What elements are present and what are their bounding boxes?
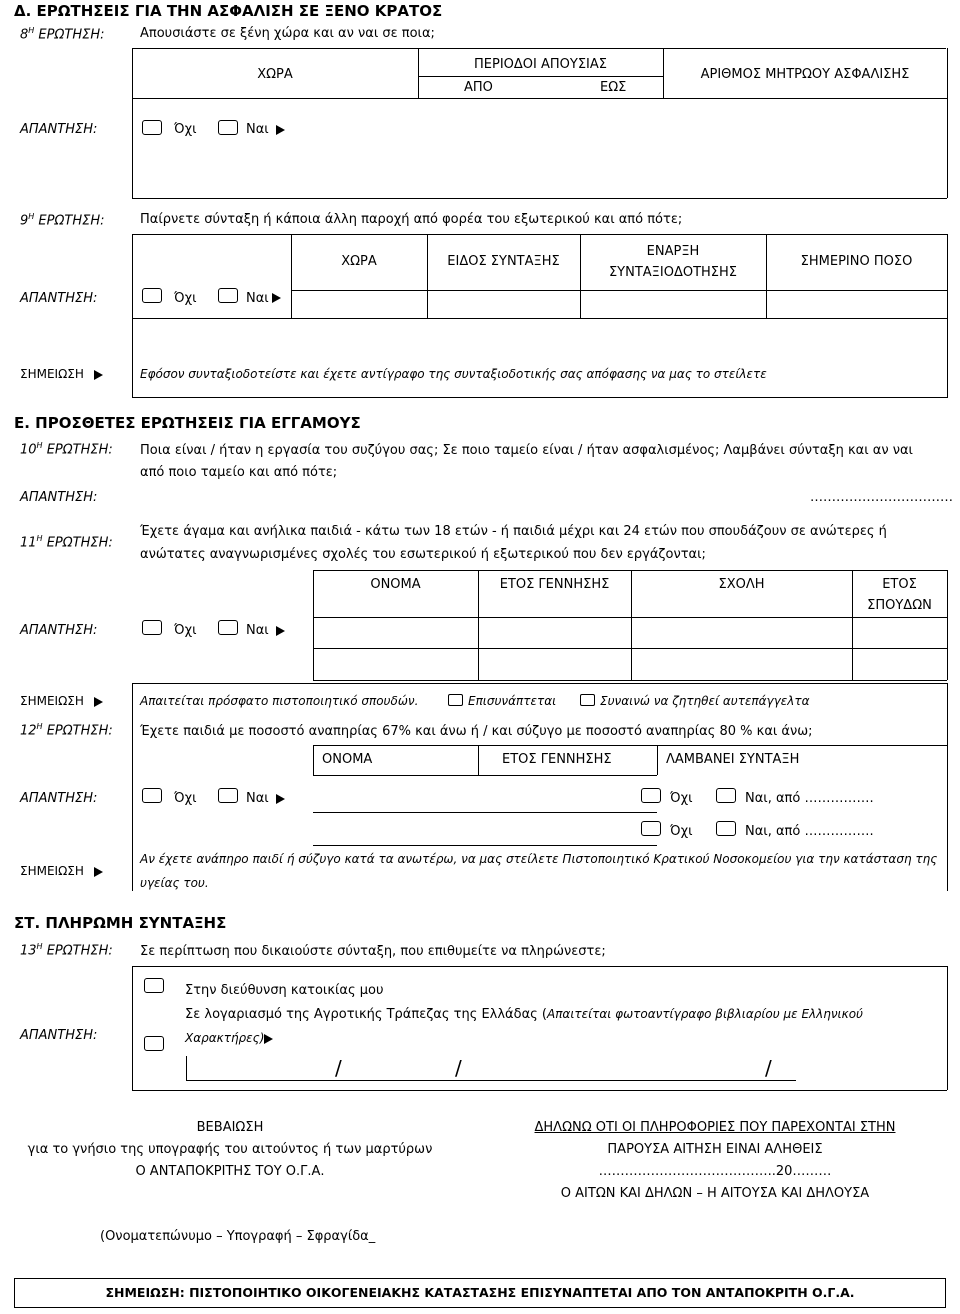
q12-row2-yes-checkbox[interactable] xyxy=(716,821,736,836)
q12-header-name: ΟΝΟΜΑ xyxy=(322,752,373,767)
q12-row2-yes-label: Ναι, από ……………. xyxy=(745,824,874,839)
q12-row2-no-label: Όχι xyxy=(670,824,693,839)
q9-yes-checkbox[interactable] xyxy=(218,288,238,303)
bank-checkbox[interactable] xyxy=(144,1036,164,1051)
section-d-title: Δ. ΕΡΩΤΗΣΕΙΣ ΓΙΑ ΤΗΝ ΑΣΦΑΛΙΣΗ ΣΕ ΞΕΝΟ ΚΡΑΤΟΣ xyxy=(14,2,443,20)
arrow-right-icon xyxy=(276,626,285,636)
q11-label: $11^H$ ΕΡΩΤΗΣΗ: xyxy=(20,534,113,551)
q9-text: Παίρνετε σύνταξη ή κάποια άλλη παροχή από φορέα του εξωτερικού και από πότε; xyxy=(140,212,683,227)
footer-left-title: ΒΕΒΑΙΩΣΗ xyxy=(196,1120,264,1135)
footer-left-text: για το γνήσιο της υπογραφής του αιτούντος ή των μαρτύρων xyxy=(27,1142,433,1157)
q10-text-1: Ποια είναι / ήταν η εργασία του συζύγου σας; Σε ποιο ταμείο είναι / ήταν ασφαλισμένος; Λαμβάνει σύνταξη και αν ναι xyxy=(140,443,913,458)
q10-answer-label: ΑΠΑΝΤΗΣΗ: xyxy=(20,490,98,505)
q8-no-checkbox[interactable] xyxy=(142,120,162,135)
q13-answer-label: ΑΠΑΝΤΗΣΗ: xyxy=(20,1028,98,1043)
q11-header-year2: ΣΠΟΥΔΩΝ xyxy=(867,598,932,613)
q9-header-country: ΧΩΡΑ xyxy=(341,254,377,269)
section-e-title: Ε. ΠΡΟΣΘΕΤΕΣ ΕΡΩΤΗΣΕΙΣ ΓΙΑ ΕΓΓΑΜΟΥΣ xyxy=(14,414,361,432)
q10-text-2: από ποιο ταμείο και από πότε; xyxy=(140,465,338,480)
q12-note-label: ΣΗΜΕΙΩΣΗ xyxy=(20,864,84,878)
footer-right-signer: Ο ΑΙΤΩΝ ΚΑΙ ΔΗΛΩΝ – Η ΑΙΤΟΥΣΑ ΚΑΙ ΔΗΛΟΥΣΑ xyxy=(560,1186,870,1201)
q11-text-1: Έχετε άγαμα και ανήλικα παιδιά - κάτω των 18 ετών - ή παιδιά μέχρι και 24 ετών που σπουδάζουν σε ανώτερες ή xyxy=(140,524,887,539)
attached-label: Επισυνάπτεται xyxy=(468,694,557,708)
q9-header-start1: ΕΝΑΡΞΗ xyxy=(646,244,700,259)
q12-row1-yes-checkbox[interactable] xyxy=(716,788,736,803)
bank-label: Σε λογαριασμό της Αγροτικής Τράπεζας της Ελλάδας (Απαιτείται φωτοαντίγραφο βιβλιαρίου με Ελληνικού xyxy=(185,1007,863,1022)
q8-header-periods: ΠΕΡΙΟΔΟΙ ΑΠΟΥΣΙΑΣ xyxy=(474,57,607,72)
q9-note-label: ΣΗΜΕΙΩΣΗ xyxy=(20,367,84,381)
q12-row1-no-checkbox[interactable] xyxy=(641,788,661,803)
q10-answer-dots[interactable]: …………………………… xyxy=(810,490,953,505)
q8-answer-label: ΑΠΑΝΤΗΣΗ: xyxy=(20,122,98,137)
q9-no-label: Όχι xyxy=(174,291,197,306)
arrow-right-icon xyxy=(94,370,103,380)
q8-label: $8^H$ ΕΡΩΤΗΣΗ: xyxy=(20,26,105,43)
consent-label: Συναινώ να ζητηθεί αυτεπάγγελτα xyxy=(600,694,810,708)
footer-left-signature: (Ονοματεπώνυμο – Υπογραφή – Σφραγίδα_ xyxy=(100,1229,376,1244)
footer-left-signer: Ο ΑΝΤΑΠΟΚΡΙΤΗΣ ΤΟΥ Ο.Γ.Α. xyxy=(135,1164,325,1179)
q12-answer-label: ΑΠΑΝΤΗΣΗ: xyxy=(20,791,98,806)
q13-label: $13^H$ ΕΡΩΤΗΣΗ: xyxy=(20,942,113,959)
q9-header-type: ΕΙΔΟΣ ΣΥΝΤΑΞΗΣ xyxy=(447,254,560,269)
account-slash-3: / xyxy=(765,1056,772,1080)
q13-text: Σε περίπτωση που δικαιούστε σύνταξη, που επιθυμείτε να πληρώνεστε; xyxy=(140,944,606,959)
q8-header-reg: ΑΡΙΘΜΟΣ ΜΗΤΡΩΟΥ ΑΣΦΑΛΙΣΗΣ xyxy=(700,67,910,82)
q11-header-name: ΟΝΟΜΑ xyxy=(370,577,421,592)
q8-header-country: ΧΩΡΑ xyxy=(257,67,293,82)
q11-no-label: Όχι xyxy=(174,623,197,638)
arrow-right-icon xyxy=(276,125,285,135)
q12-header-pension: ΛΑΜΒΑΝΕΙ ΣΥΝΤΑΞΗ xyxy=(666,752,800,767)
address-checkbox[interactable] xyxy=(144,978,164,993)
q12-header-birth: ΕΤΟΣ ΓΕΝΝΗΣΗΣ xyxy=(502,752,612,767)
q9-label: $9^H$ ΕΡΩΤΗΣΗ: xyxy=(20,212,105,229)
q8-yes-checkbox[interactable] xyxy=(218,120,238,135)
arrow-right-icon xyxy=(272,293,281,303)
q11-note-text: Απαιτείται πρόσφατο πιστοποιητικό σπουδών. xyxy=(140,694,419,708)
q12-row1-yes-label: Ναι, από ……………. xyxy=(745,791,874,806)
footer-date[interactable]: …………………………………..20……… xyxy=(598,1164,832,1179)
q12-note-text-1: Αν έχετε ανάπηρο παιδί ή σύζυγο κατά τα ανωτέρω, να μας στείλετε Πιστοποιητικό Κρατικού Νοσοκομείου για την κατάσταση της xyxy=(140,852,938,866)
q12-text: Έχετε παιδιά με ποσοστό αναπηρίας 67% και άνω ή / και σύζυγο με ποσοστό αναπηρίας 80 % και άνω; xyxy=(140,724,813,739)
bank-label-cont: Χαρακτήρες) xyxy=(185,1031,265,1045)
q12-row2-no-checkbox[interactable] xyxy=(641,821,661,836)
arrow-right-icon xyxy=(276,794,285,804)
q11-no-checkbox[interactable] xyxy=(142,620,162,635)
q9-answer-label: ΑΠΑΝΤΗΣΗ: xyxy=(20,291,98,306)
q8-header-from: ΑΠΟ xyxy=(464,80,493,95)
q9-header-start2: ΣΥΝΤΑΞΙΟΔΟΤΗΣΗΣ xyxy=(608,265,738,280)
q8-yes-label: Ναι xyxy=(246,122,269,137)
q11-note-label: ΣΗΜΕΙΩΣΗ xyxy=(20,694,84,708)
q12-note-text-2: υγείας του. xyxy=(140,876,209,890)
footer-note-text: ΣΗΜΕΙΩΣΗ: ΠΙΣΤΟΠΟΙΗΤΙΚΟ ΟΙΚΟΓΕΝΕΙΑΚΗΣ ΚΑΤΑΣΤΑΣΗΣ ΕΠΙΣΥΝΑΠΤΕΤΑΙ ΑΠΟ ΤΟΝ ΑΝΤΑΠΟΚΡΙΤΗ Ο.Γ.Α. xyxy=(105,1285,855,1300)
q9-yes-label: Ναι xyxy=(246,291,269,306)
q12-yes-label: Ναι xyxy=(246,791,269,806)
consent-checkbox[interactable] xyxy=(580,694,595,706)
q10-label: $10^H$ ΕΡΩΤΗΣΗ: xyxy=(20,441,113,458)
q12-label: $12^H$ ΕΡΩΤΗΣΗ: xyxy=(20,722,113,739)
q8-no-label: Όχι xyxy=(174,122,197,137)
q11-header-birth: ΕΤΟΣ ΓΕΝΝΗΣΗΣ xyxy=(499,577,610,592)
q11-yes-label: Ναι xyxy=(246,623,269,638)
account-slash-1: / xyxy=(335,1056,342,1080)
arrow-right-icon xyxy=(264,1034,273,1044)
q12-yes-checkbox[interactable] xyxy=(218,788,238,803)
q9-no-checkbox[interactable] xyxy=(142,288,162,303)
account-slash-2: / xyxy=(455,1056,462,1080)
q11-header-year1: ΕΤΟΣ xyxy=(882,577,917,592)
attached-checkbox[interactable] xyxy=(448,694,463,706)
q11-answer-label: ΑΠΑΝΤΗΣΗ: xyxy=(20,623,98,638)
q9-header-amount: ΣΗΜΕΡΙΝΟ ΠΟΣΟ xyxy=(800,254,913,269)
q11-yes-checkbox[interactable] xyxy=(218,620,238,635)
q11-header-school: ΣΧΟΛΗ xyxy=(718,577,765,592)
q12-row1-no-label: Όχι xyxy=(670,791,693,806)
section-st-title: ΣΤ. ΠΛΗΡΩΜΗ ΣΥΝΤΑΞΗΣ xyxy=(14,914,227,932)
q8-header-to: ΕΩΣ xyxy=(600,80,627,95)
footer-right-line2: ΠΑΡΟΥΣΑ ΑΙΤΗΣΗ ΕΙΝΑΙ ΑΛΗΘΕΙΣ xyxy=(607,1142,823,1157)
address-label: Στην διεύθυνση κατοικίας μου xyxy=(185,983,384,998)
q9-note-text: Εφόσον συνταξιοδοτείστε και έχετε αντίγραφο της συνταξιοδοτικής σας απόφασης να μας το στείλετε xyxy=(140,367,767,381)
q11-text-2: ανώτατες αναγνωρισμένες σχολές του εσωτερικού ή εξωτερικού που δεν εργάζονται; xyxy=(140,547,706,562)
arrow-right-icon xyxy=(94,697,103,707)
q12-no-label: Όχι xyxy=(174,791,197,806)
footer-right-line1: ΔΗΛΩΝΩ ΟΤΙ ΟΙ ΠΛΗΡΟΦΟΡΙΕΣ ΠΟΥ ΠΑΡΕΧΟΝΤΑΙ ΣΤΗΝ xyxy=(534,1120,896,1135)
arrow-right-icon xyxy=(94,867,103,877)
q8-text: Απουσιάστε σε ξένη χώρα και αν ναι σε ποια; xyxy=(140,26,435,41)
q12-no-checkbox[interactable] xyxy=(142,788,162,803)
